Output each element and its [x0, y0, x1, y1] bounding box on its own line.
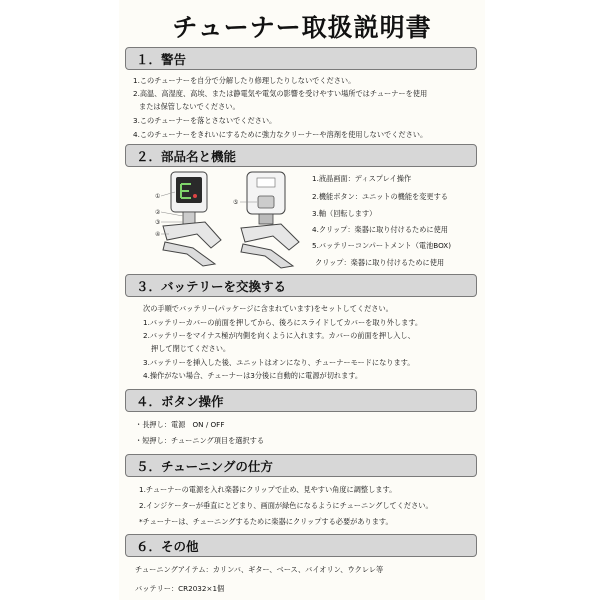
battery-line: 3.バッテリーを挿入した後、ユニットはオンになり、チューナーモードになります。: [143, 358, 415, 367]
section-1-heading-bar: [125, 47, 477, 70]
tuning-line: 1.チューナーの電源を入れ楽器にクリップで止め、見やすい角度に調整します。: [139, 485, 397, 494]
section-5-heading-bar: [125, 454, 477, 477]
part-label: 1.液晶画面：ディスプレイ操作: [312, 174, 412, 183]
back-label: [257, 178, 275, 187]
section-6-heading: ６．その他: [136, 539, 199, 554]
section-3-heading: ３．バッテリーを交換する: [136, 279, 287, 294]
button-op-line: ・長押し：電源 ON / OFF: [135, 420, 225, 429]
battery-line: 2.バッテリーをマイナス極が内側を向くように入れます。カバーの前面を押し入し、: [143, 331, 415, 340]
callout-5: ⑤: [233, 199, 239, 206]
page-title: チューナー取扱説明書: [172, 13, 432, 42]
other-line: チューニングアイテム：カリンバ、ギター、ベース、バイオリン、ウクレレ等: [135, 565, 384, 574]
front-clip-jaw: [163, 242, 215, 266]
manual-page: [119, 0, 485, 600]
callout-4: ④: [155, 231, 161, 238]
tuning-line: 2.インジケーターが垂直にとどまり、画面が緑色になるようにチューニングしてください。: [139, 501, 433, 510]
part-label: 4.クリップ：楽器に取り付けるために使用: [312, 225, 448, 234]
callout-3: ③: [155, 219, 161, 226]
warning-line: 1.このチューナーを自分で分解したり修理したりしないでください。: [133, 76, 356, 85]
tuner-diagram: [153, 168, 303, 272]
back-swivel-joint: [259, 214, 273, 224]
button-op-line: ・短押し：チューニング項目を選択する: [135, 436, 265, 445]
callout-1: ①: [155, 193, 161, 200]
warning-line: 2.高温、高湿度、高埃、または静電気や電気の影響を受けやすい場所ではチューナーを使用: [133, 89, 428, 98]
tuner-swivel-joint: [183, 212, 195, 224]
warning-line: 3.このチューナーを落とさないでください。: [133, 116, 277, 125]
section-5-heading: ５．チューニングの仕方: [136, 459, 273, 474]
battery-line: 4.操作がない場合、チューナーは3分後に自動的に電源が切れます。: [143, 371, 363, 380]
lcd-indicator: [193, 194, 197, 198]
part-label: 3.軸（回転します）: [312, 209, 377, 218]
other-line: バッテリー：CR2032×1個: [135, 584, 225, 593]
section-4-heading: ４．ボタン操作: [136, 394, 224, 409]
section-1-heading: １．警告: [136, 52, 187, 67]
callout-2: ②: [155, 209, 161, 216]
part-label: クリップ：楽器に取り付けるために使用: [315, 258, 445, 267]
battery-compartment-graphic: [258, 196, 274, 208]
battery-line: 1.バッテリーカバーの前面を押してから、後ろにスライドしてカバーを取り外します。: [143, 318, 423, 327]
section-4-heading-bar: [125, 389, 477, 412]
section-2-heading: ２．部品名と機能: [136, 149, 237, 164]
warning-line: 4.このチューナーをきれいにするために強力なクリーナーや溶剤を使用しないでください。: [133, 130, 428, 139]
part-label: 2.機能ボタン：ユニットの機能を変更する: [312, 192, 448, 201]
warning-line: または保管しないでください。: [139, 102, 240, 111]
battery-line: 次の手順でバッテリー(パッケージに含まれています)をセットしてください。: [143, 304, 393, 313]
battery-line: 押して閉じてください。: [151, 344, 231, 353]
section-3-heading-bar: [125, 274, 477, 297]
section-6-heading-bar: [125, 534, 477, 557]
section-2-heading-bar: [125, 144, 477, 167]
tuning-line: *チューナーは、チューニングするために楽器にクリップする必要があります。: [139, 517, 393, 526]
back-clip-jaw: [241, 244, 293, 268]
part-label: 5.バッテリーコンパートメント（電池BOX): [312, 241, 452, 250]
